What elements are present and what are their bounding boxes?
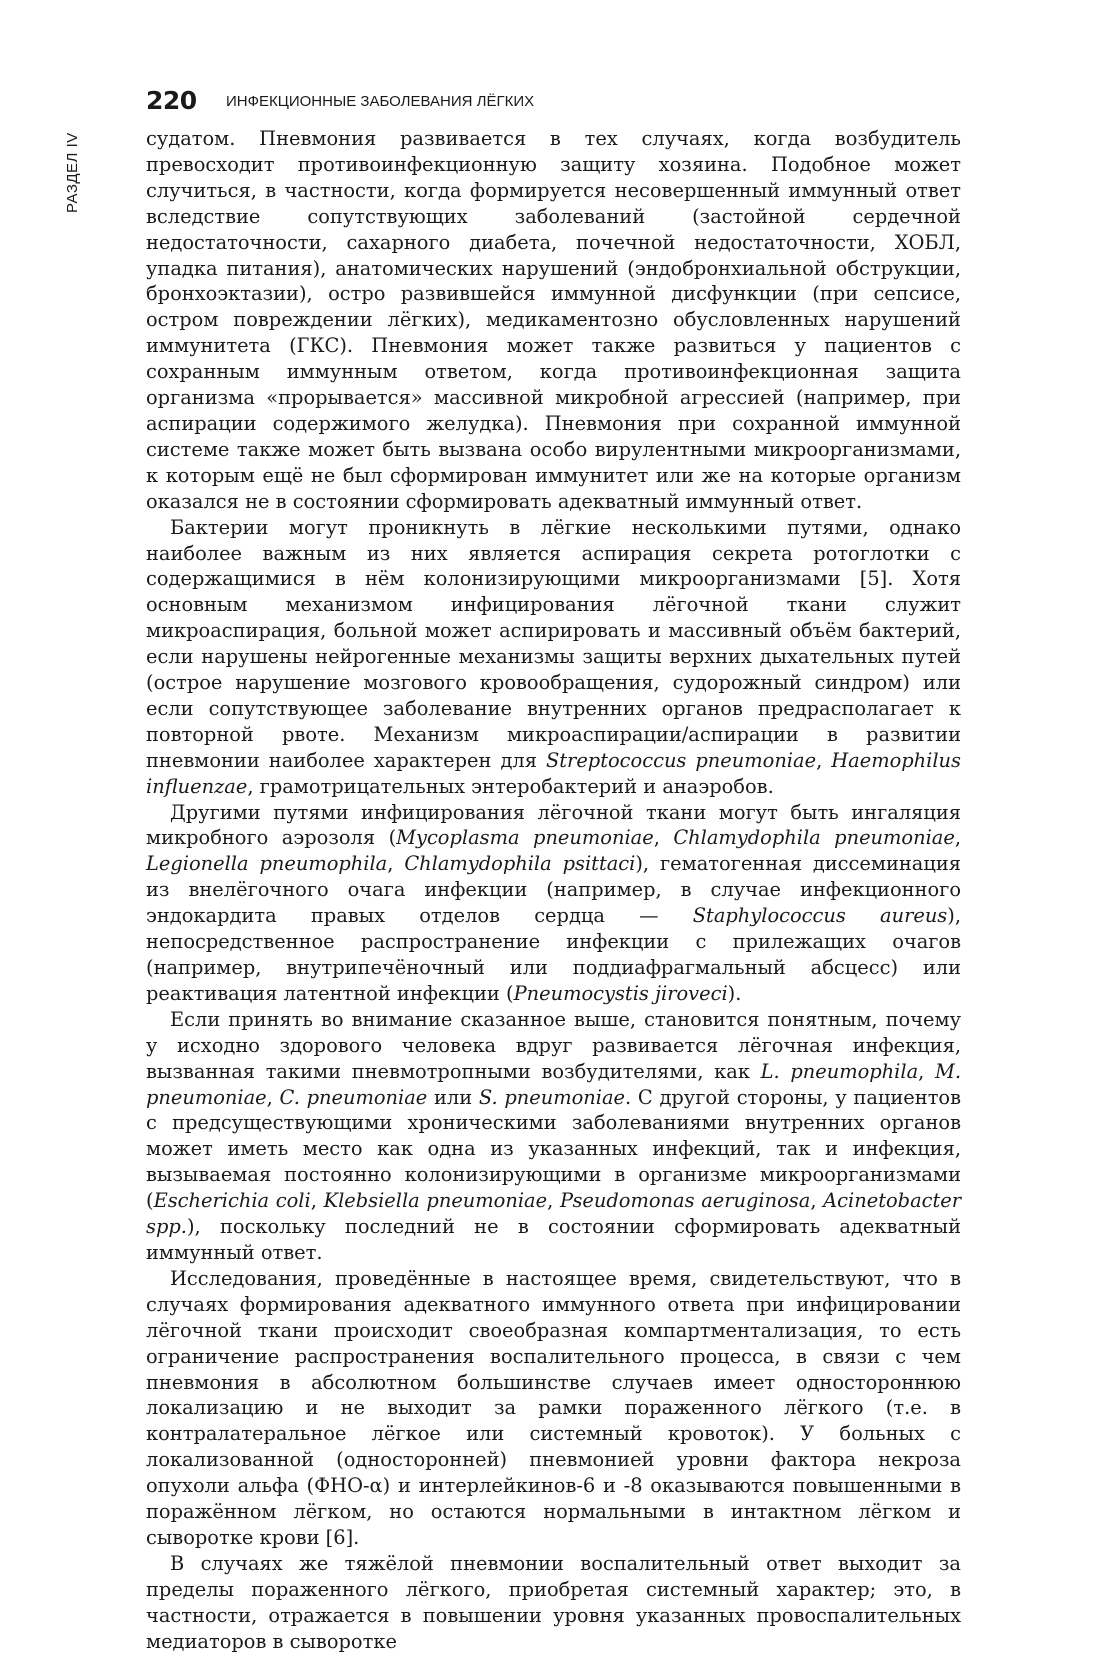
text-run: ,	[387, 852, 405, 876]
species-name: Acinetobacter spp.	[146, 1189, 962, 1239]
text-run: ,	[816, 748, 832, 772]
text-run: ,	[918, 1059, 935, 1083]
page-number: 220	[146, 86, 197, 115]
species-name: M. pneumoniae	[146, 1059, 961, 1109]
species-name: Staphylococcus aureus	[692, 904, 948, 928]
text-run: Другими путями инфицирования лёгочной ткани могут быть ингаляция микробного аэрозоля (	[146, 800, 961, 850]
text-run: , грамотрицательных энтеробактерий и анаэробов.	[247, 774, 774, 798]
species-name: Haemophilus influenzae	[146, 748, 962, 798]
text-run: ,	[547, 1189, 560, 1213]
species-name: Chlamydophila pneumoniae	[673, 826, 955, 850]
paragraph	[146, 800, 961, 1007]
paragraph	[146, 1266, 961, 1551]
text-run: судатом. Пневмония развивается в тех случаях, когда возбудитель превосходит противоинфекционную защиту хозяина. Подобное может случиться, в частности, когда формируется несовершенный иммунный ответ вследствие сопутствующих заболеваний (застойной сердечной недостаточности, сахарного диабета, почечной недостаточности, ХОБЛ, упадка питания), анатомических нарушений (эндобронхиальной обструкции, бронхоэктазии), остро развившейся иммунной дисфункции (при сепсисе, остром повреждении лёгких), медикаментозно обусловленных нарушений иммунитета (ГКС). Пневмония может также развиться у пациентов с сохранным иммунным ответом, когда противоинфекционная защита организма «прорывается» массивной микробной агрессией (например, при аспирации содержимого желудка). Пневмония при сохранной иммунной системе также может быть вызвана особо вирулентными микроорганизмами, к которым ещё не был сформирован иммунитет или же на которые организм оказался не в состоянии сформировать адекватный иммунный ответ.	[146, 127, 961, 513]
species-name: C. pneumoniae	[279, 1085, 428, 1109]
paragraph	[146, 126, 961, 515]
species-name: L. pneumophila	[760, 1059, 919, 1083]
species-name: Pneumocystis jiroveci	[513, 981, 728, 1005]
paragraph	[146, 1007, 961, 1266]
running-title: ИНФЕКЦИОННЫЕ ЗАБОЛЕВАНИЯ ЛЁГКИХ	[226, 93, 535, 110]
text-run: В случаях же тяжёлой пневмонии воспалительный ответ выходит за пределы пораженного лёгкого, приобретая системный характер; это, в частности, отражается в повышении уровня указанных провоспалительных медиаторов в сыворотке	[146, 1551, 961, 1653]
body-text	[146, 126, 961, 1654]
text-run: ,	[266, 1085, 280, 1109]
text-run: ), непосредственное распространение инфекции с прилежащих очагов (например, внутрипечёночный или поддиафрагмальный абсцесс) или реактивация латентной инфекции (	[146, 904, 961, 1005]
text-run: Исследования, проведённые в настоящее время, свидетельствуют, что в случаях формирования адекватного иммунного ответа при инфицировании лёгочной ткани происходит своеобразная компартментализация, то есть ограничение распространения воспалительного процесса, в связи с чем пневмония в абсолютном большинстве случаев имеет одностороннюю локализацию и не выходит за рамки пораженного лёгкого (т.е. в контралатеральное лёгкое или системный кровоток). У больных с локализованной (односторонней) пневмонией уровни фактора некроза опухоли альфа (ФНО-α) и интерлейкинов-6 и -8 оказываются повышенными в поражённом лёгком, но остаются нормальными в интактном лёгком и сыворотке крови [6].	[146, 1266, 961, 1549]
species-name: Mycoplasma pneumoniae	[396, 826, 654, 850]
text-run: Бактерии могут проникнуть в лёгкие несколькими путями, однако наиболее важным из них является аспирация секрета ротоглотки с содержащимися в нём колонизирующими микроорганизмами [5]. Хотя основным механизмом инфицирования лёгочной ткани служит микроаспирация, больной может аспирировать и массивный объём бактерий, если нарушены нейрогенные механизмы защиты верхних дыхательных путей (острое нарушение мозгового кровообращения, судорожный синдром) или если сопутствующее заболевание внутренних органов предрасполагает к повторной рвоте. Механизм микроаспирации/аспирации в развитии пневмонии наиболее характерен для	[146, 515, 961, 772]
species-name: Pseudomonas aeruginosa	[559, 1189, 811, 1213]
species-name: Streptococcus pneumoniae	[545, 748, 817, 772]
paragraph	[146, 1551, 961, 1654]
text-run: ,	[653, 826, 674, 850]
species-name: Escherichia coli	[153, 1189, 311, 1213]
text-run: . С другой стороны, у пациентов с предсуществующими хроническими заболеваниями внутренних органов может иметь место как одна из указанных инфекций, так и инфекция, вызываемая постоянно колонизирующими в организме микроорганизмами (	[146, 1085, 962, 1213]
text-run: ), поскольку последний не в состоянии сформировать адекватный иммунный ответ.	[146, 1215, 961, 1264]
species-name: S. pneumoniae	[478, 1085, 625, 1109]
text-run: ,	[310, 1189, 324, 1213]
paragraph	[146, 515, 961, 800]
section-tab: РАЗДЕЛ IV	[64, 132, 81, 213]
text-run: ,	[954, 826, 962, 850]
text-run: ).	[727, 981, 742, 1005]
text-run: ,	[810, 1189, 824, 1213]
species-name: Chlamydophila psittaci	[404, 852, 636, 876]
species-name: Klebsiella pneumoniae	[323, 1189, 548, 1213]
text-run: ), гематогенная диссеминация из внелёгочного очага инфекции (например, в случае инфекционного эндокардита правых отделов сердца —	[146, 852, 961, 928]
text-run: Если принять во внимание сказанное выше, становится понятным, почему у исходно здорового человека вдруг развивается лёгочная инфекция, вызванная такими пневмотропными возбудителями, как	[146, 1007, 961, 1083]
species-name: Legionella pneumophila	[146, 852, 388, 876]
text-run: или	[427, 1085, 479, 1109]
